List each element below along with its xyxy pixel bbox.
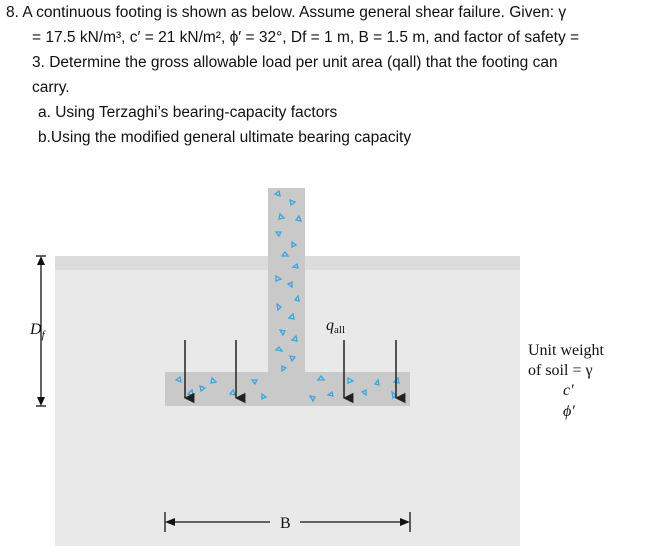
part-b: b.Using the modified general ultimate bearing capacity [38,129,412,146]
soil-gamma-label: of soil = γ [528,362,593,379]
df-label: $D_f$ [30,321,45,341]
problem-line-1: 8. A continuous footing is shown as below. Assume general shear failure. Given: γ [6,4,567,21]
footing-diagram [0,180,649,560]
problem-line-4: carry. [32,79,70,96]
footing-base [165,372,410,406]
q-all-label: qall [326,317,345,336]
part-a: a. Using Terzaghi’s bearing-capacity factors [38,104,338,121]
problem-statement [6,0,646,150]
soil-unit-weight-label: Unit weight [528,342,604,359]
soil-phi-label: ϕ′ [563,403,575,420]
problem-line-2: = 17.5 kN/m³, c′ = 21 kN/m², ϕ′ = 32°, Df = 1 m, B = 1.5 m, and factor of safety = [32,29,580,46]
problem-line-3: 3. Determine the gross allowable load per unit area (qall) that the footing can [32,54,558,71]
soil-c-label: c′ [563,382,574,399]
problem-number: 8. [6,4,19,21]
b-label: B [280,515,291,532]
